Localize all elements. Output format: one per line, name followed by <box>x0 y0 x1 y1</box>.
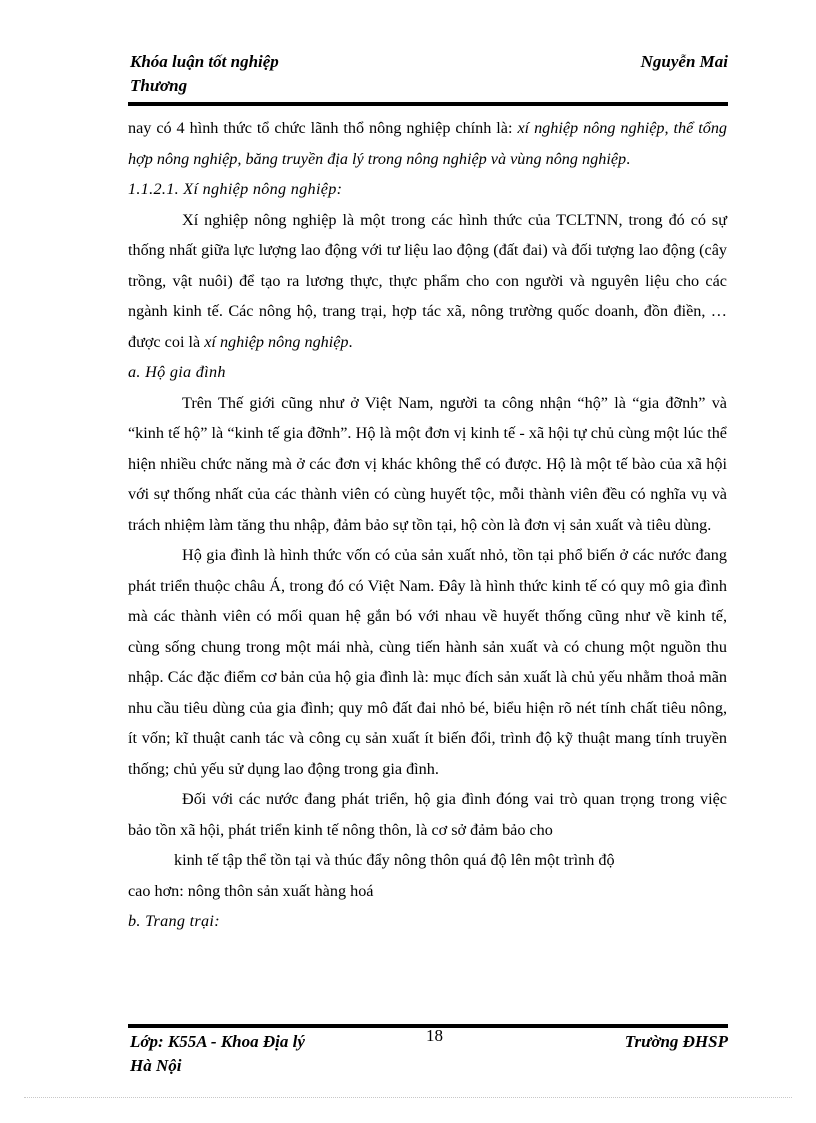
subheading-b: b. Trang trại: <box>128 912 220 930</box>
header-divider <box>128 102 728 106</box>
paragraph-enterprise <box>128 205 727 358</box>
intro-text: nay có 4 hình thức tổ chức lãnh thổ nông nghiệp chính là: <box>128 119 518 137</box>
header-thesis-title: Khóa luận tốt nghiệp <box>130 52 279 71</box>
subheading-a: a. Hộ gia đình <box>128 363 226 381</box>
paragraph-household-role: Đối với các nước đang phát triển, hộ gia đình đóng vai trò quan trọng trong việc bảo tồn xã hội, phát triển kinh tế nông thôn, là cơ sở đảm bảo cho <box>128 790 727 839</box>
intro-period: . <box>626 149 631 168</box>
page-number: 18 <box>426 1026 443 1045</box>
footer-city: Hà Nội <box>130 1056 182 1075</box>
paragraph-collective-economy-cont: cao hơn: nông thôn sản xuất hàng hoá <box>128 881 374 900</box>
paragraph-household-features: Hộ gia đình là hình thức vốn có của sản xuất nhỏ, tồn tại phổ biến ở các nước đang phát triển thuộc châu Á, trong đó có Việt Nam. Đây là hình thức kinh tế có quy mô gia đình mà các thành viên có mối quan hệ gắn bó với nhau về huyết thống cũng như về kinh tế, cùng sống chung trong một mái nhà, cùng tiến hành sản xuất và có chung một nguồn thu nhập. Các đặc điểm cơ bản của hộ gia đình là: mục đích sản xuất là chủ yếu nhằm thoả mãn nhu cầu tiêu dùng của gia đình; quy mô đất đai nhỏ bé, biểu hiện rõ nét tính chất tiêu nông, ít vốn; kĩ thuật canh tác và công cụ sản xuất ít biến đổi, trình độ kỹ thuật mang tính truyền thống; chủ yếu sử dụng lao động trong gia đình. <box>128 546 727 778</box>
header-left <box>130 50 279 98</box>
header-author-name: Nguyễn Mai <box>640 52 728 71</box>
page-body <box>128 113 727 937</box>
header-author-surname: Thương <box>130 76 188 95</box>
paragraph-household-definition: Trên Thế giới cũng như ở Việt Nam, người ta công nhận “hộ” là “gia đỡnh” và “kinh tế hộ” là “kinh tế gia đỡnh”. Hộ là một đơn vị kinh tế - xã hội tự chủ cùng một lúc thể hiện nhiều chức năng mà ở các đơn vị khác không thể có được. Hộ là một tế bào của xã hội với sự thống nhất của các thành viên có cùng huyết tộc, mỗi thành viên đều có nghĩa vụ và trách nhiệm làm tăng thu nhập, đảm bảo sự tồn tại, hộ còn là đơn vị sản xuất và tiêu dùng. <box>128 393 727 534</box>
page-bottom-dotted-line <box>24 1097 792 1098</box>
section-heading-1-1-2-1: 1.1.2.1. Xí nghiệp nông nghiệp: <box>128 180 343 198</box>
footer-class: Lớp: K55A - Khoa Địa lý <box>130 1032 305 1051</box>
paragraph-collective-economy: kinh tế tập thể tồn tại và thúc đẩy nông thôn quá độ lên một trình độ <box>174 851 615 869</box>
paragraph-enterprise-emphasis: xí nghiệp nông nghiệp <box>204 332 349 351</box>
footer-university: Trường ĐHSP <box>624 1032 728 1051</box>
paragraph-enterprise-period: . <box>348 332 353 351</box>
footer-left <box>130 1030 305 1078</box>
paragraph-enterprise-text: Xí nghiệp nông nghiệp là một trong các hình thức của TCLTNN, trong đó có sự thống nhất giữa lực lượng lao động với tư liệu lao động (đất đai) và đối tượng lao động (cây trồng, vật nuôi) để tạo ra lương thực, thực phẩm cho con người và nguyên liệu cho các ngành kinh tế. Các nông hộ, trang trại, hợp tác xã, nông trường quốc doanh, đồn điền, … được coi là <box>128 210 727 351</box>
intro-paragraph <box>128 113 727 174</box>
intro-emphasis: xí nghiệp nông nghiệp, thể tổng hợp nông nghiệp, băng truyền địa lý trong nông nghiệp và vùng nông nghiệp <box>128 119 728 168</box>
